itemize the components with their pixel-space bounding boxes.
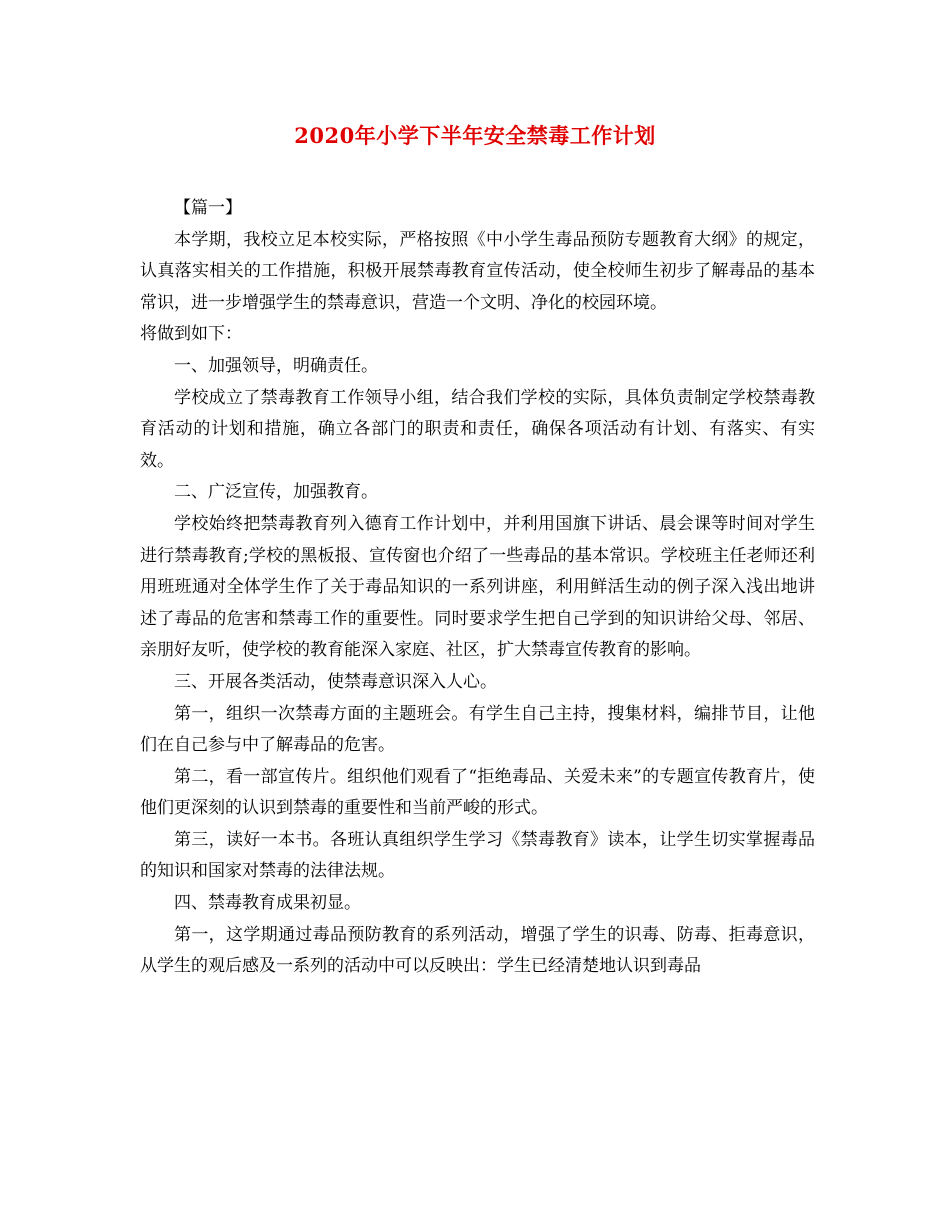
paragraph: 将做到如下： [140,324,242,345]
paragraph: 第三，读好一本书。各班认真组织学生学习《禁毒教育》读本，让学生切实掌握毒品的知识和国家对禁毒的法律法规。 [140,829,815,882]
subheading: 二、广泛宣传，加强教育。 [174,482,378,503]
document-body [140,193,815,983]
paragraph: 学校成立了禁毒教育工作领导小组，结合我们学校的实际，具体负责制定学校禁毒教育活动的计划和措施，确立各部门的职责和责任，确保各项活动有计划、有落实、有实效。 [140,387,815,471]
section-heading: 【篇一】 [174,198,242,218]
paragraph: 本学期，我校立足本校实际，严格按照《中小学生毒品预防专题教育大纲》的规定，认真落实相关的工作措施，积极开展禁毒教育宣传活动，使全校师生初步了解毒品的基本常识，进一步增强学生的禁毒意识，营造一个文明、净化的校园环境。 [140,229,815,313]
subheading: 四、禁毒教育成果初显。 [174,893,361,914]
paragraph: 第一，组织一次禁毒方面的主题班会。有学生自己主持，搜集材料，编排节目，让他们在自己参与中了解毒品的危害。 [140,703,815,756]
paragraph: 第二，看一部宣传片。组织他们观看了“拒绝毒品、关爱未来”的专题宣传教育片，使他们更深刻的认识到禁毒的重要性和当前严峻的形式。 [140,766,815,819]
subheading: 一、加强领导，明确责任。 [174,355,378,376]
paragraph: 第一，这学期通过毒品预防教育的系列活动，增强了学生的识毒、防毒、拒毒意识，从学生的观后感及一系列的活动中可以反映出：学生已经清楚地认识到毒品 [140,924,815,977]
subheading: 三、开展各类活动，使禁毒意识深入人心。 [174,671,497,692]
document-title: 2020年小学下半年安全禁毒工作计划 [294,123,656,148]
paragraph: 学校始终把禁毒教育列入德育工作计划中，并利用国旗下讲话、晨会课等时间对学生进行禁毒教育;学校的黑板报、宣传窗也介绍了一些毒品的基本常识。学校班主任老师还利用班班通对全体学生作了关于毒品知识的一系列讲座，利用鲜活生动的例子深入浅出地讲述了毒品的危害和禁毒工作的重要性。同时要求学生把自己学到的知识讲给父母、邻居、亲朋好友听，使学校的教育能深入家庭、社区，扩大禁毒宣传教育的影响。 [140,513,815,661]
